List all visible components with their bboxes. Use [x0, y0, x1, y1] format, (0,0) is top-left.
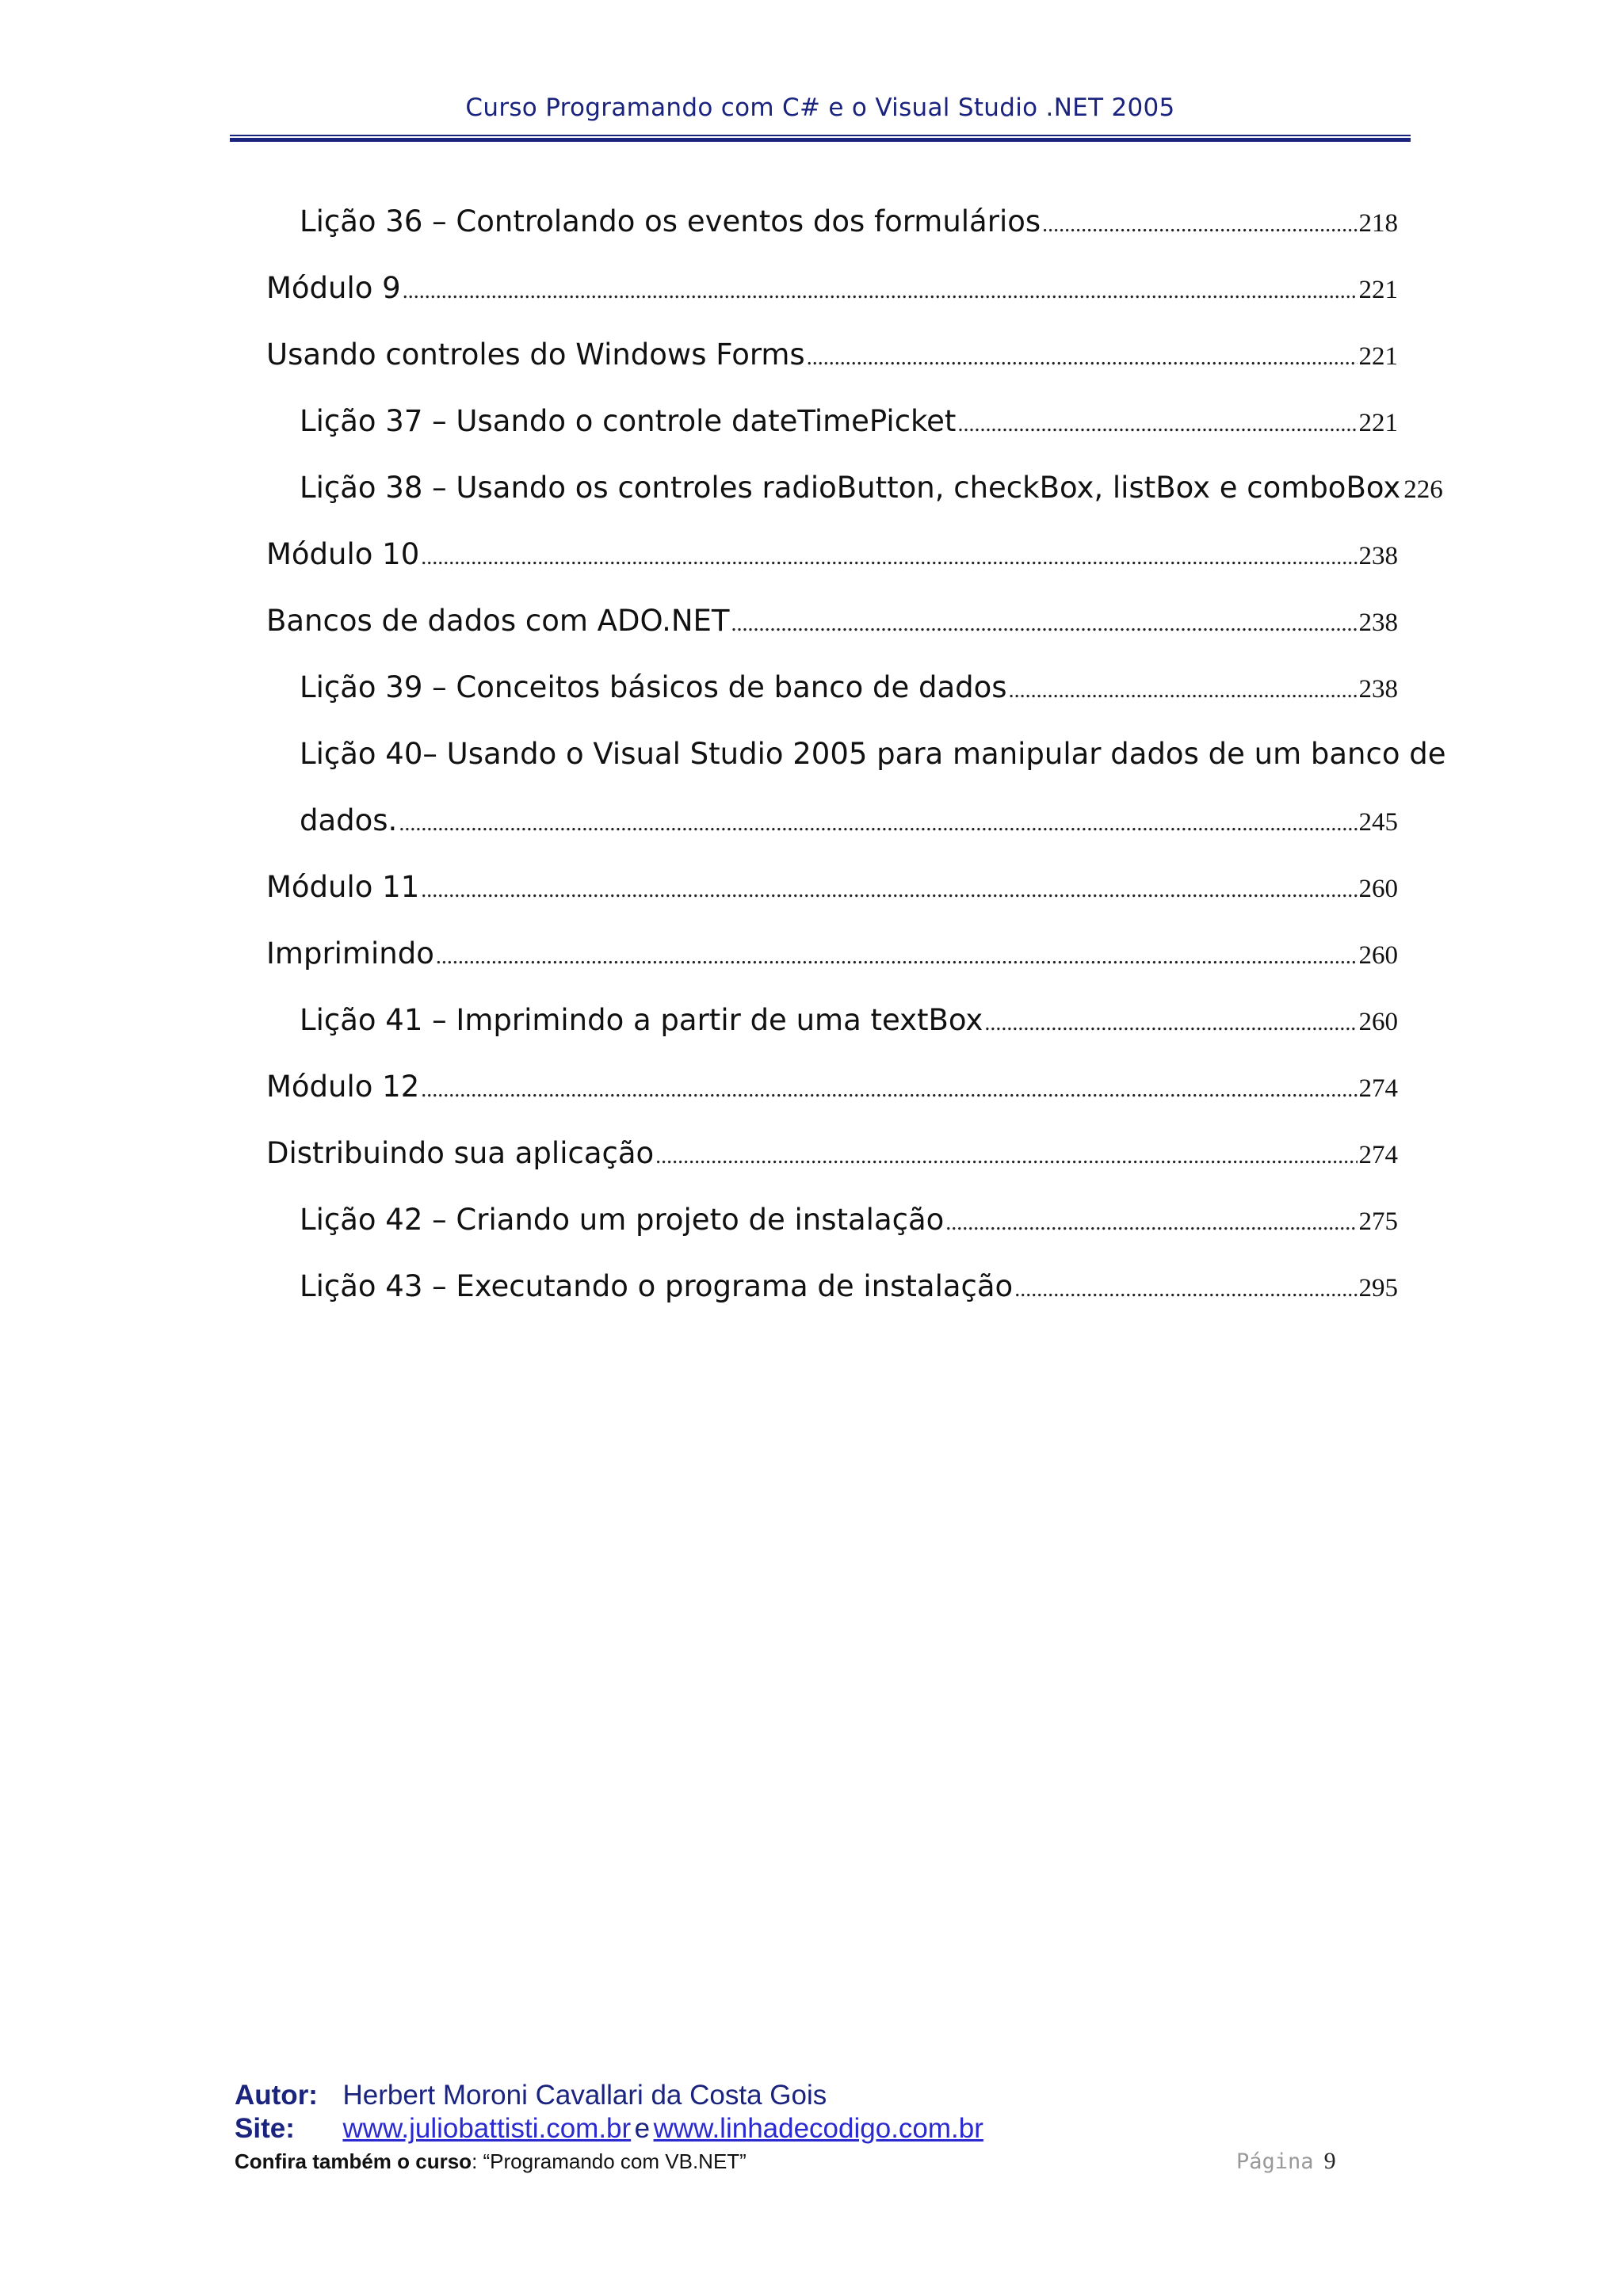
toc-entry[interactable]: [300, 1199, 1398, 1241]
toc-entry-title: Imprimindo: [266, 936, 434, 971]
footer-site-link-1[interactable]: www.juliobattisti.com.br: [342, 2113, 632, 2144]
footer-note: [235, 2149, 747, 2174]
toc-entry-page: 226: [1403, 475, 1443, 504]
toc-dot-leader: [731, 604, 1357, 645]
footer-author-label: Autor:: [235, 2080, 318, 2111]
toc-entry-page: 238: [1358, 542, 1398, 570]
toc-entry-title: Lição 42 – Criando um projeto de instalação: [300, 1203, 945, 1237]
toc-entry-title: Lição 37 – Usando o controle dateTimePicket: [300, 404, 957, 438]
page-number: [1236, 2148, 1336, 2175]
toc-dot-leader: [399, 803, 1357, 845]
page-number-value: 9: [1323, 2148, 1336, 2174]
toc-dot-leader: [1009, 670, 1358, 711]
toc-entry[interactable]: [266, 534, 1398, 575]
toc-entry-page: 238: [1358, 608, 1398, 637]
toc-entry-page: 238: [1358, 675, 1398, 704]
toc-entry-page: 221: [1358, 276, 1398, 304]
toc-entry-page: 260: [1358, 1008, 1398, 1036]
toc-entry-title: Módulo 10: [266, 537, 420, 571]
toc-entry-page: 260: [1358, 941, 1398, 970]
toc-dot-leader: [1014, 1269, 1357, 1310]
toc-entry[interactable]: [266, 334, 1398, 376]
toc-entry[interactable]: [300, 1000, 1398, 1041]
toc-entry[interactable]: [266, 1066, 1398, 1108]
toc-entry-page: 221: [1358, 409, 1398, 437]
header-rule-thick: [230, 138, 1411, 142]
toc-entry-page: 295: [1358, 1274, 1398, 1302]
toc-entry-title: Distribuindo sua aplicação: [266, 1136, 655, 1170]
toc-dot-leader: [957, 404, 1357, 445]
toc-dot-leader: [421, 537, 1357, 578]
toc-entry[interactable]: [300, 467, 1443, 509]
toc-entry-title: Lição 43 – Executando o programa de instalação: [300, 1269, 1014, 1303]
toc-entry-title: Lição 38 – Usando os controles radioButton, checkBox, listBox e comboBox: [300, 471, 1401, 505]
toc-entry-title: Usando controles do Windows Forms: [266, 338, 805, 372]
toc-entry-page: 275: [1358, 1207, 1398, 1236]
toc-entry[interactable]: [266, 1133, 1398, 1174]
toc-entry-page: 221: [1358, 342, 1398, 371]
toc-dot-leader: [1042, 204, 1357, 246]
toc-dot-leader: [421, 1070, 1357, 1111]
toc-dot-leader: [421, 870, 1357, 911]
toc-entry-title: Lição 36 – Controlando os eventos dos formulários: [300, 204, 1041, 238]
toc-entry-title: dados.: [300, 803, 398, 837]
footer-site-link-2[interactable]: www.linhadecodigo.com.br: [653, 2113, 983, 2144]
page-number-label: Página: [1236, 2149, 1314, 2174]
toc-entry-page: 274: [1358, 1141, 1398, 1169]
toc-entry-title: Módulo 11: [266, 870, 420, 904]
toc-entry-title: Bancos de dados com ADO.NET: [266, 604, 730, 638]
footer-site-row: [235, 2113, 983, 2145]
toc-entry-page: 245: [1358, 808, 1398, 837]
footer-note-bold: Confira também o curso: [235, 2149, 472, 2173]
toc-dot-leader: [945, 1203, 1357, 1244]
toc-entry[interactable]: [266, 268, 1398, 309]
toc-entry[interactable]: [300, 1266, 1398, 1307]
toc-dot-leader: [807, 338, 1358, 379]
toc-dot-leader: [655, 1136, 1357, 1177]
toc-dot-leader: [403, 271, 1358, 312]
toc-entry[interactable]: [266, 933, 1398, 974]
toc-entry[interactable]: [266, 867, 1398, 908]
footer-author-name: Herbert Moroni Cavallari da Costa Gois: [342, 2080, 827, 2111]
toc-dot-leader: [436, 936, 1358, 978]
toc-entry[interactable]: [300, 401, 1398, 442]
header-rule-thin: [230, 135, 1411, 136]
toc-entry[interactable]: [300, 800, 1398, 841]
toc-entry-title: Lição 39 – Conceitos básicos de banco de dados: [300, 670, 1007, 704]
toc-entry[interactable]: [266, 601, 1398, 642]
toc-dot-leader: [984, 1003, 1357, 1044]
footer-note-rest: : “Programando com VB.NET”: [472, 2149, 747, 2173]
footer-site-separator: e: [634, 2113, 651, 2144]
toc-entry-page: 274: [1358, 1074, 1398, 1103]
toc-entry-title: Módulo 9: [266, 271, 401, 305]
footer-site-label: Site:: [235, 2113, 295, 2144]
header-rule: [230, 135, 1411, 143]
toc-entry-title: Módulo 12: [266, 1070, 420, 1104]
toc-entry-title-line1[interactable]: Lição 40– Usando o Visual Studio 2005 para manipular dados de um banco de: [300, 737, 1446, 771]
toc-entry-page: 260: [1358, 875, 1398, 903]
toc-entry-page: 218: [1358, 209, 1398, 238]
page-header-title: Curso Programando com C# e o Visual Studio .NET 2005: [465, 93, 1175, 122]
toc-entry[interactable]: [300, 201, 1398, 242]
toc-entry-title: Lição 41 – Imprimindo a partir de uma textBox: [300, 1003, 983, 1037]
footer-author-row: [235, 2080, 827, 2111]
toc-entry[interactable]: [300, 667, 1398, 708]
